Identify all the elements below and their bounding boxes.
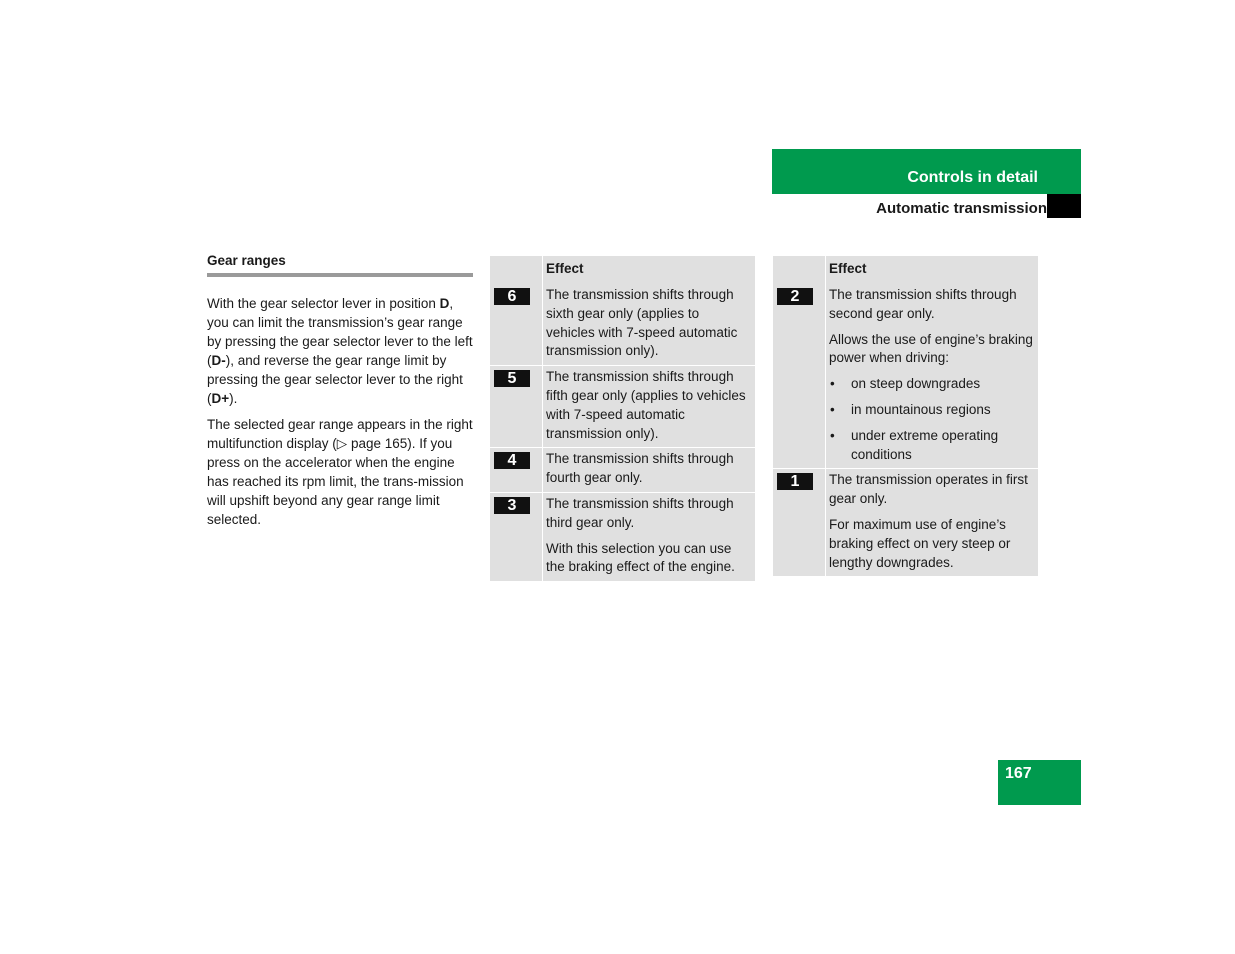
table-row bbox=[490, 448, 755, 493]
effect-text: The transmission shifts through fifth gear only (applies to vehicles with 7-speed automatic transmission only). bbox=[546, 369, 746, 441]
table-row bbox=[490, 366, 755, 448]
effect-text: The transmission shifts through fourth gear only. bbox=[546, 451, 734, 486]
effect-cell bbox=[543, 448, 756, 493]
table-row bbox=[773, 469, 1038, 576]
chapter-title: Controls in detail bbox=[907, 169, 1038, 186]
bullet-item: • under extreme operating conditions bbox=[829, 427, 1034, 465]
effect-cell bbox=[543, 284, 756, 366]
page-number-box bbox=[998, 760, 1081, 805]
bullet-item: • in mountainous regions bbox=[829, 401, 1034, 420]
table-row bbox=[490, 284, 755, 366]
section-marker bbox=[1047, 194, 1081, 218]
gear-key-5: 5 bbox=[494, 370, 530, 387]
gear-key-6: 6 bbox=[494, 288, 530, 305]
effect-text: The transmission shifts through third gear only. bbox=[546, 495, 734, 530]
page-number: 167 bbox=[1005, 765, 1032, 782]
effect-text: Allows the use of engine’s braking power when driving: bbox=[829, 331, 1033, 366]
intro-paragraph-1: With the gear selector lever in position D, you can limit the transmission’s gear range by pressing the gear selector lever to the left (D-), and reverse the gear range limit by pressing the gear selector lever to the right (D+). bbox=[207, 296, 473, 406]
table-header-row bbox=[490, 256, 755, 284]
effect-text: The transmission operates in first gear only. bbox=[829, 472, 1028, 507]
effect-header: Effect bbox=[826, 256, 1039, 284]
gear-key-1: 1 bbox=[777, 473, 813, 490]
effect-text: The transmission shifts through second gear only. bbox=[829, 287, 1017, 321]
bullet-item: • on steep downgrades bbox=[829, 375, 1034, 394]
table-row bbox=[773, 284, 1038, 469]
effect-cell bbox=[543, 366, 756, 448]
gear-key-3: 3 bbox=[494, 497, 530, 514]
effect-text: With this selection you can use the braking effect of the engine. bbox=[546, 540, 735, 575]
gear-table-left bbox=[490, 256, 755, 581]
effect-text: For maximum use of engine’s braking effect on very steep or lengthy downgrades. bbox=[829, 516, 1011, 570]
chapter-header bbox=[772, 149, 1081, 194]
table-header-row bbox=[773, 256, 1038, 284]
effect-cell bbox=[826, 469, 1039, 576]
effect-cell bbox=[826, 284, 1039, 469]
gear-table-right bbox=[773, 256, 1038, 576]
table-row bbox=[490, 492, 755, 581]
gear-ranges-heading: Gear ranges bbox=[207, 253, 473, 277]
gear-key-2: 2 bbox=[777, 288, 813, 305]
effect-text: The transmission shifts through sixth gear only (applies to vehicles with 7-speed automatic transmission only). bbox=[546, 287, 738, 359]
effect-header: Effect bbox=[543, 256, 756, 284]
intro-column bbox=[207, 253, 473, 529]
section-title: Automatic transmission bbox=[876, 200, 1047, 217]
gear-key-4: 4 bbox=[494, 452, 530, 469]
effect-cell bbox=[543, 492, 756, 581]
intro-paragraph-2: The selected gear range appears in the right multifunction display (▷ page 165). If you press on the accelerator when the engine has reached its rpm limit, the trans-mission will upshift beyond any gear range limit selected. bbox=[207, 417, 473, 527]
